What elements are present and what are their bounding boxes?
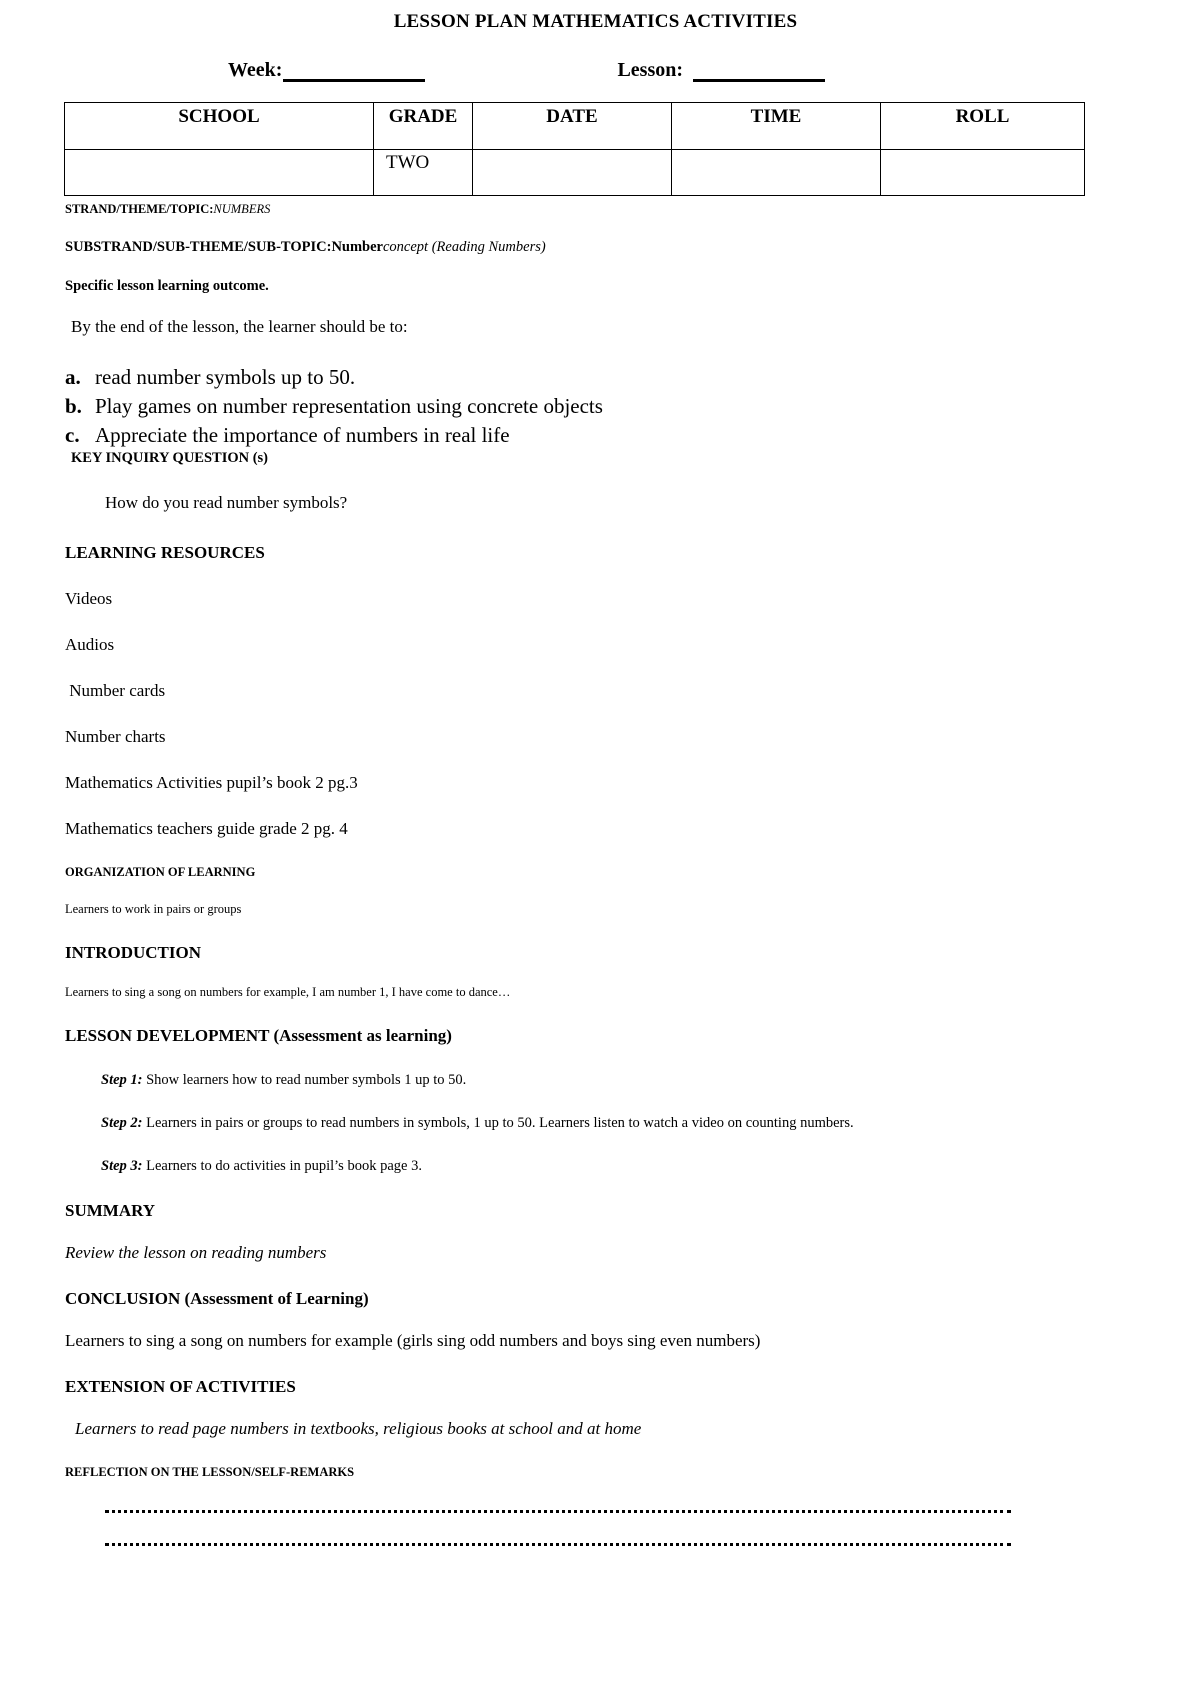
step-text: Learners to do activities in pupil’s book page 3.	[142, 1157, 422, 1174]
organization-text: Learners to work in pairs or groups	[65, 901, 242, 916]
week-label: Week:	[228, 59, 283, 81]
value-time[interactable]	[672, 150, 881, 196]
outcome-intro: By the end of the lesson, the learner should be to:	[71, 317, 408, 336]
organization-heading: ORGANIZATION OF LEARNING	[65, 864, 256, 879]
info-table	[64, 102, 1085, 196]
outcome-text: read number symbols up to 50.	[95, 365, 356, 389]
extension-text: Learners to read page numbers in textbooks, religious books at school and at home	[75, 1418, 642, 1438]
key-inquiry-question: How do you read number symbols?	[105, 492, 348, 512]
resource-item-number-cards: Number cards	[65, 680, 166, 700]
step-label: Step 1:	[101, 1071, 143, 1088]
header-date: DATE	[473, 103, 672, 150]
value-school[interactable]	[65, 150, 374, 196]
extension-heading: EXTENSION OF ACTIVITIES	[65, 1376, 296, 1396]
substrand-label: SUBSTRAND/SUB-THEME/SUB-TOPIC:	[65, 239, 332, 255]
substrand-value-bold: Number	[331, 239, 383, 255]
step-text: Show learners how to read number symbols 1 up to 50.	[142, 1071, 467, 1088]
week-field[interactable]	[228, 59, 425, 82]
lesson-step-1	[65, 1072, 1131, 1089]
outcome-text: Play games on number representation using concrete objects	[95, 393, 603, 418]
step-label: Step 2:	[101, 1114, 143, 1131]
lesson-development-heading: LESSON DEVELOPMENT (Assessment as learning)	[65, 1025, 452, 1045]
table-header-row	[65, 103, 1085, 150]
strand-row	[65, 202, 1131, 217]
header-school: SCHOOL	[65, 103, 374, 150]
substrand-value-italic: concept (Reading Numbers)	[383, 239, 546, 255]
substrand-row	[65, 239, 1131, 256]
strand-value: NUMBERS	[213, 202, 271, 216]
reflection-write-line-2[interactable]	[105, 1543, 1011, 1546]
resource-item-audios: Audios	[65, 634, 115, 654]
lesson-field[interactable]	[617, 59, 825, 82]
resource-item-videos: Videos	[65, 588, 113, 608]
outcome-letter: a.	[65, 365, 81, 389]
header-grade: GRADE	[374, 103, 473, 150]
conclusion-text: Learners to sing a song on numbers for example (girls sing odd numbers and boys sing even numbers)	[65, 1330, 761, 1350]
resource-item-teachers-guide: Mathematics teachers guide grade 2 pg. 4	[65, 818, 348, 838]
step-text: Learners in pairs or groups to read numbers in symbols, 1 up to 50. Learners listen to watch a video on counting numbers.	[142, 1114, 854, 1131]
resource-item-number-charts: Number charts	[65, 726, 166, 746]
page-title: LESSON PLAN MATHEMATICS ACTIVITIES	[393, 11, 798, 32]
step-label: Step 3:	[101, 1157, 143, 1174]
outcome-list	[65, 363, 1131, 450]
lesson-label: Lesson:	[617, 59, 684, 81]
list-item	[65, 392, 1131, 421]
table-value-row	[65, 150, 1085, 196]
list-item	[65, 421, 1131, 450]
resource-item-pupils-book: Mathematics Activities pupil’s book 2 pg.3	[65, 772, 358, 792]
learning-resources-heading: LEARNING RESOURCES	[65, 542, 265, 562]
lesson-step-2	[65, 1115, 1131, 1132]
outcome-heading: Specific lesson learning outcome.	[65, 278, 269, 294]
summary-heading: SUMMARY	[65, 1200, 156, 1220]
outcome-letter: c.	[65, 422, 80, 447]
key-inquiry-heading: KEY INQUIRY QUESTION (s)	[71, 449, 269, 466]
outcome-text: Appreciate the importance of numbers in real life	[95, 422, 510, 447]
week-blank[interactable]	[283, 65, 425, 82]
list-item	[65, 363, 1131, 392]
reflection-heading: REFLECTION ON THE LESSON/SELF-REMARKS	[65, 1464, 355, 1479]
header-roll: ROLL	[881, 103, 1085, 150]
conclusion-heading: CONCLUSION (Assessment of Learning)	[65, 1288, 369, 1308]
outcome-letter: b.	[65, 393, 82, 418]
lesson-step-3	[65, 1158, 1131, 1175]
summary-text: Review the lesson on reading numbers	[65, 1242, 327, 1262]
value-date[interactable]	[473, 150, 672, 196]
week-lesson-row	[0, 59, 1191, 82]
strand-label: STRAND/THEME/TOPIC:	[65, 202, 214, 216]
header-time: TIME	[672, 103, 881, 150]
introduction-text: Learners to sing a song on numbers for example, I am number 1, I have come to dance…	[65, 984, 511, 999]
document-body	[0, 196, 1191, 1546]
value-grade[interactable]: TWO	[374, 150, 473, 196]
lesson-blank[interactable]	[693, 65, 825, 82]
value-roll[interactable]	[881, 150, 1085, 196]
introduction-heading: INTRODUCTION	[65, 942, 202, 962]
